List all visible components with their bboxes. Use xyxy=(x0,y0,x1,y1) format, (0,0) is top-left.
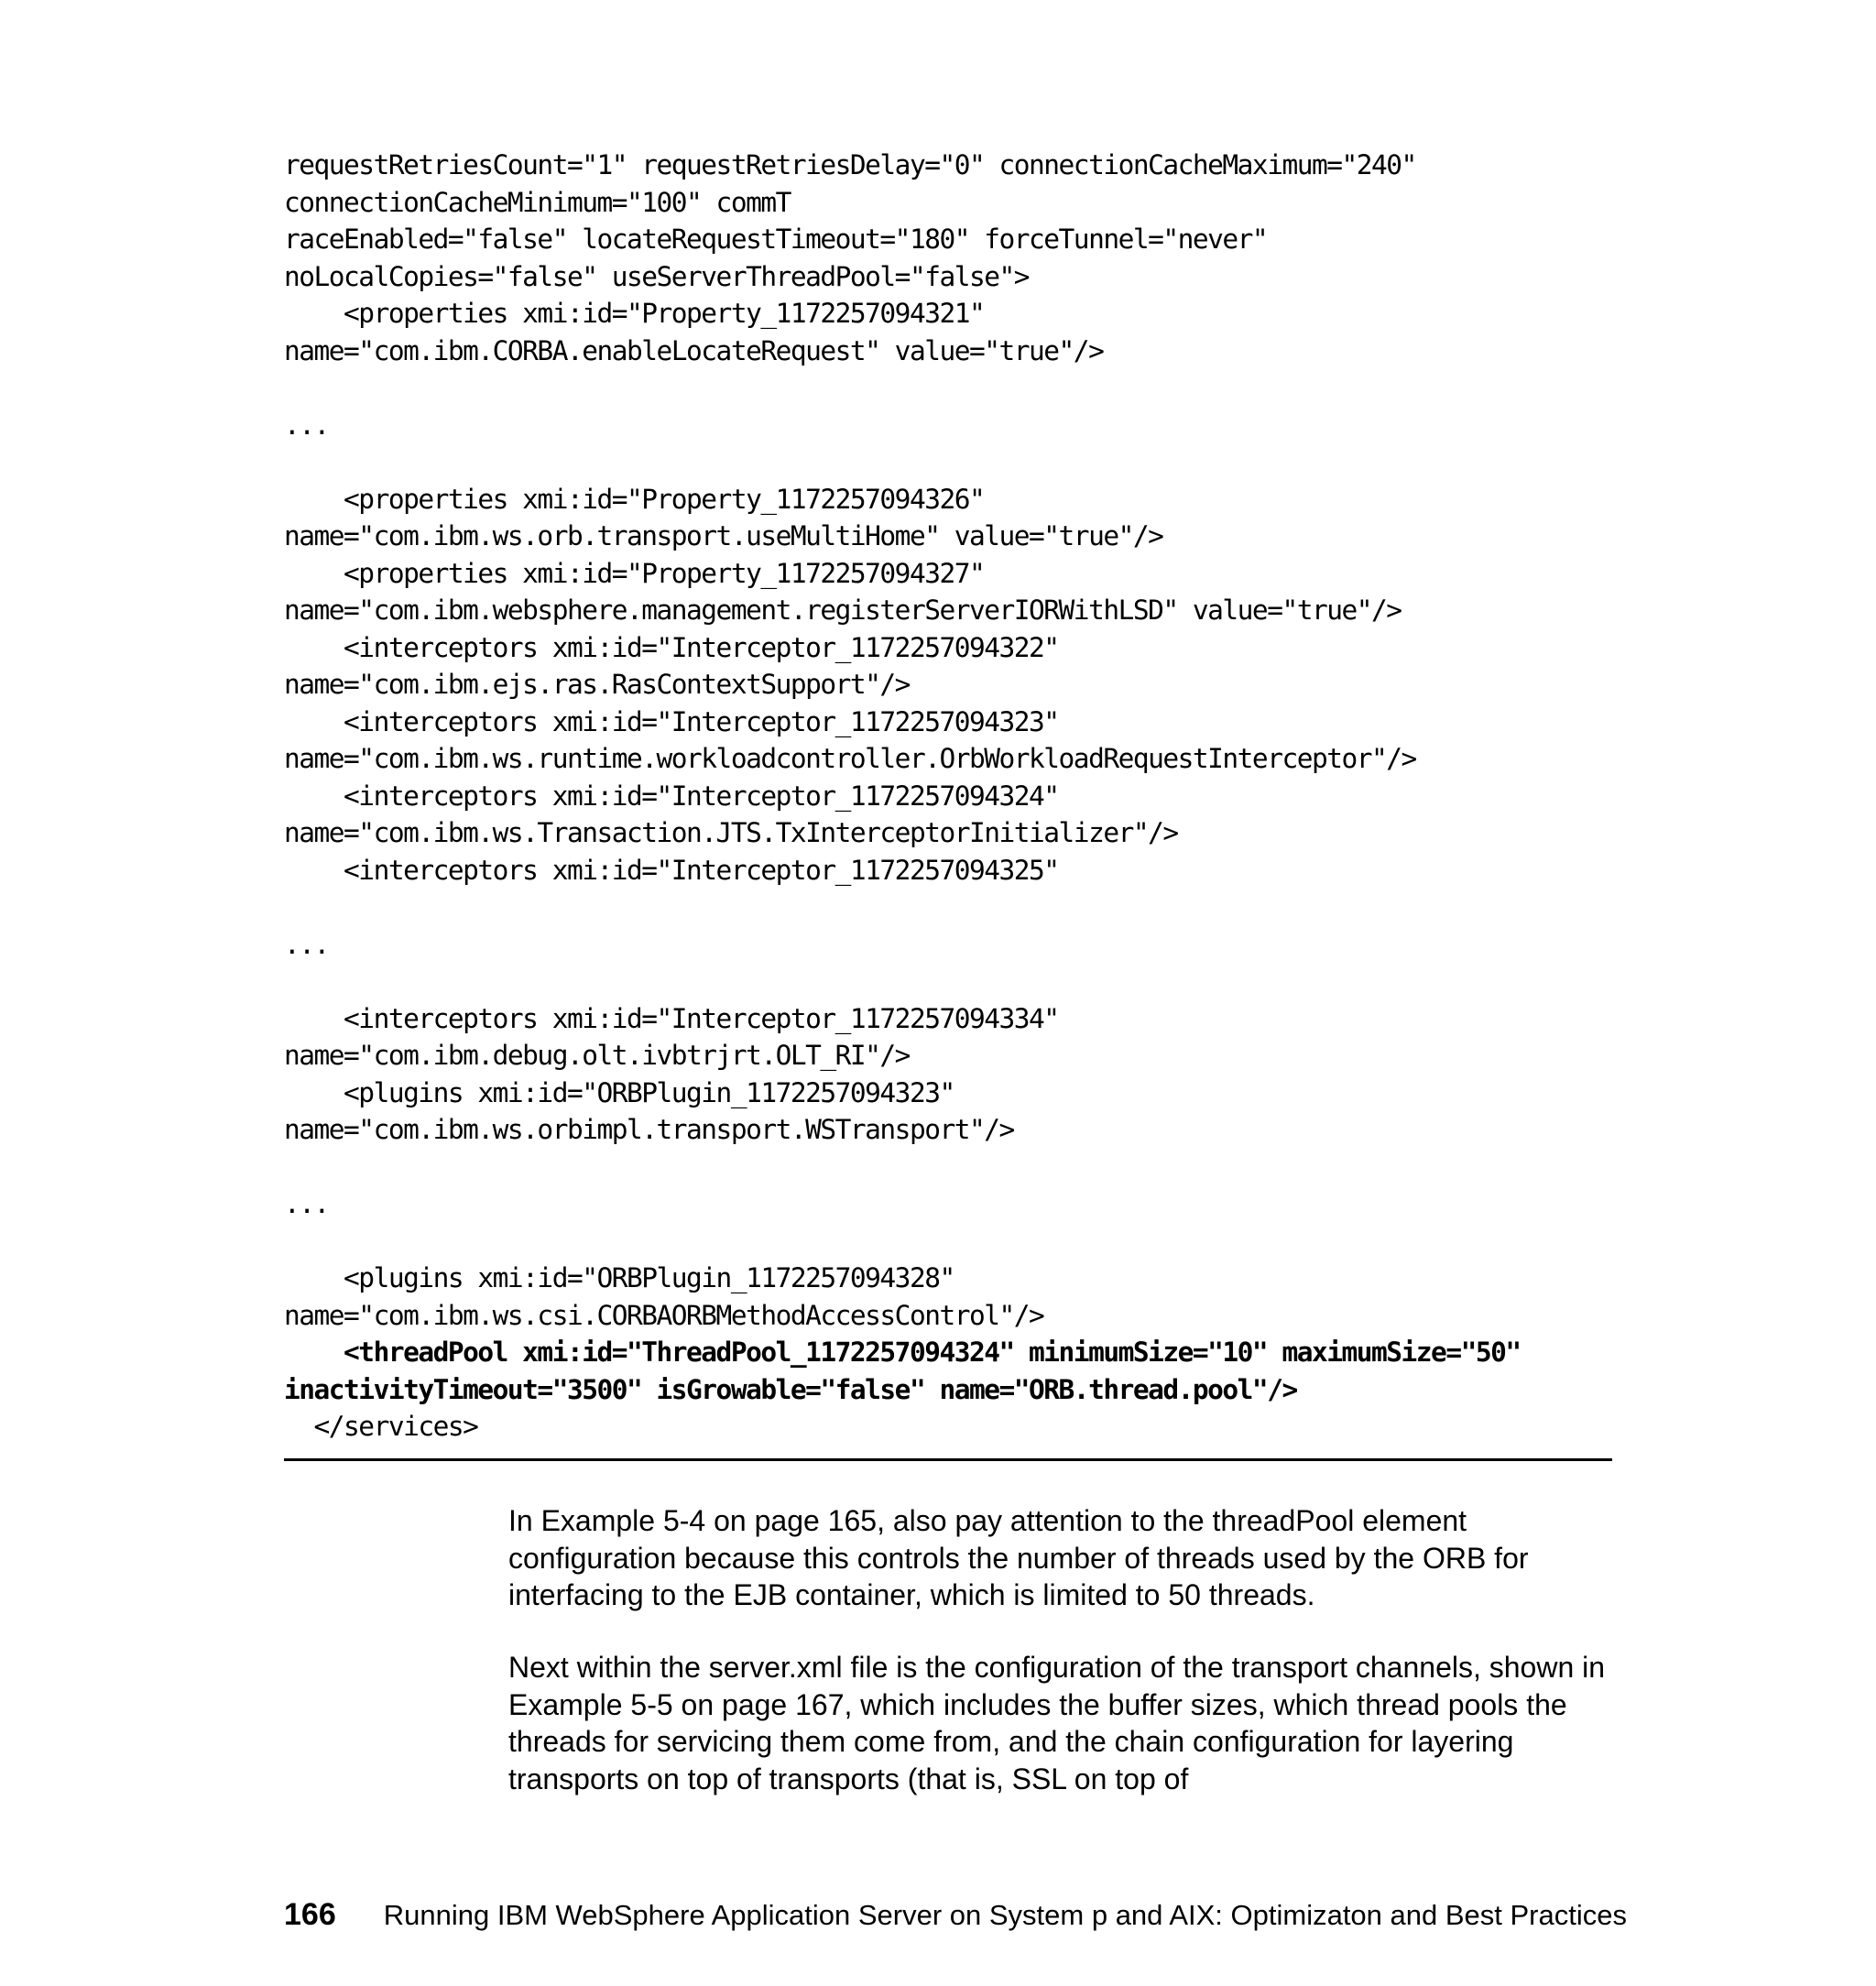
code-line xyxy=(284,1149,1612,1186)
code-line: connectionCacheMinimum="100" commT xyxy=(284,186,791,218)
code-line xyxy=(284,1223,1612,1260)
code-line: ... xyxy=(284,928,329,960)
code-line: ... xyxy=(284,1188,329,1219)
code-line: <interceptors xmi:id="Interceptor_1172257094334" xyxy=(284,1002,1059,1034)
code-line: name="com.ibm.ws.orbimpl.transport.WSTransport"/> xyxy=(284,1114,1014,1145)
code-line: name="com.ibm.ws.orb.transport.useMultiHome" value="true"/> xyxy=(284,520,1163,551)
example-end-rule xyxy=(284,1458,1612,1461)
code-line: name="com.ibm.CORBA.enableLocateRequest" value="true"/> xyxy=(284,334,1104,366)
code-line: name="com.ibm.websphere.management.registerServerIORWithLSD" value="true"/> xyxy=(284,595,1402,626)
page-footer xyxy=(284,1896,1627,1934)
code-line: <interceptors xmi:id="Interceptor_1172257094325" xyxy=(284,854,1059,886)
code-line: raceEnabled="false" locateRequestTimeout="180" forceTunnel="never" xyxy=(284,224,1268,255)
code-line: name="com.ibm.debug.olt.ivbtrjrt.OLT_RI"/> xyxy=(284,1040,910,1071)
page-number: 166 xyxy=(284,1897,336,1932)
code-line: <properties xmi:id="Property_1172257094326" xyxy=(284,483,985,515)
code-line xyxy=(284,443,1612,481)
book-title: Running IBM WebSphere Application Server on System p and AIX: Optimizaton and Best Practices xyxy=(383,1899,1627,1931)
code-line xyxy=(284,369,1612,407)
code-line: </services> xyxy=(284,1411,478,1442)
code-line: <threadPool xmi:id="ThreadPool_1172257094324" minimumSize="10" maximumSize="50" xyxy=(284,1337,1521,1368)
body-paragraph-2: Next within the server.xml file is the configuration of the transport channels, shown in Example 5-5 on page 167, which includes the buffer sizes, which thread pools the threads for servicing them come from, and the chain configuration for layering transports on top of transports (that is, SSL on top of xyxy=(508,1651,1606,1795)
code-line: <properties xmi:id="Property_1172257094321" xyxy=(284,298,985,329)
code-line: <interceptors xmi:id="Interceptor_1172257094323" xyxy=(284,705,1059,737)
code-line: name="com.ibm.ejs.ras.RasContextSupport"/> xyxy=(284,669,910,700)
code-line xyxy=(284,889,1612,926)
code-line: <interceptors xmi:id="Interceptor_1172257094322" xyxy=(284,631,1059,663)
code-line: name="com.ibm.ws.runtime.workloadcontroller.OrbWorkloadRequestInterceptor"/> xyxy=(284,743,1416,774)
code-line: name="com.ibm.ws.csi.CORBAORBMethodAccessControl"/> xyxy=(284,1299,1044,1331)
code-line xyxy=(284,963,1612,1000)
code-line: noLocalCopies="false" useServerThreadPool="false"> xyxy=(284,260,1030,292)
code-line: name="com.ibm.ws.Transaction.JTS.TxInterceptorInitializer"/> xyxy=(284,817,1178,848)
code-example xyxy=(284,147,1612,1446)
code-line: <interceptors xmi:id="Interceptor_1172257094324" xyxy=(284,780,1059,812)
code-line: <properties xmi:id="Property_1172257094327" xyxy=(284,557,985,589)
code-line: <plugins xmi:id="ORBPlugin_1172257094328" xyxy=(284,1262,954,1293)
code-line: <plugins xmi:id="ORBPlugin_1172257094323" xyxy=(284,1076,954,1108)
code-line: requestRetriesCount="1" requestRetriesDelay="0" connectionCacheMaximum="240" xyxy=(284,149,1416,180)
code-line: inactivityTimeout="3500" isGrowable="false" name="ORB.thread.pool"/> xyxy=(284,1373,1297,1405)
code-line: ... xyxy=(284,409,329,441)
body-paragraph-1: In Example 5-4 on page 165, also pay attention to the threadPool element configuration because this controls the number of threads used by the ORB for interfacing to the EJB container, which is limited to 50 threads. xyxy=(508,1504,1529,1611)
